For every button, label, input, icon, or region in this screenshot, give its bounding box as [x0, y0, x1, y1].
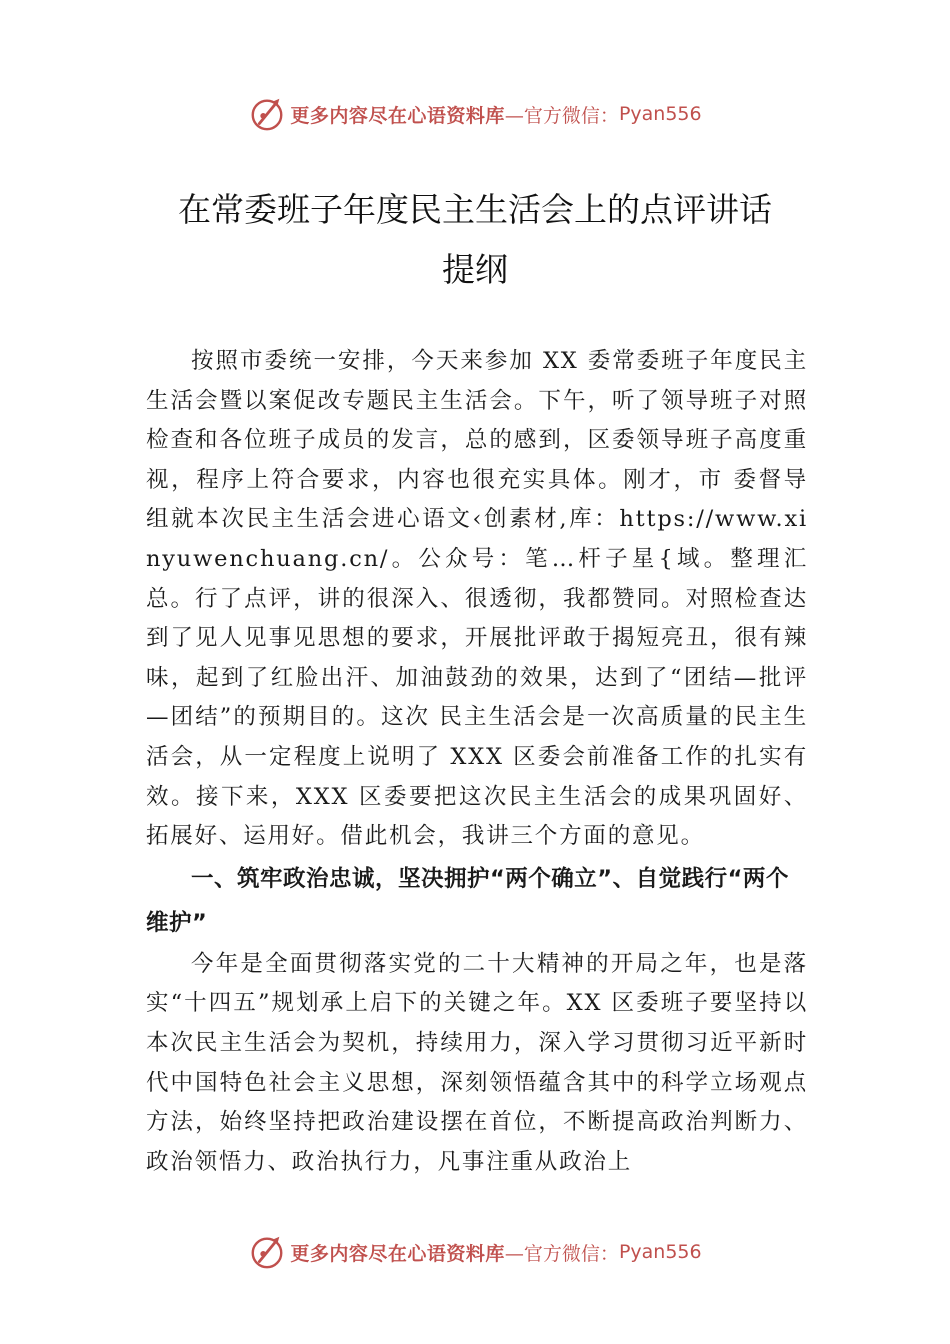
- paragraph-intro: 按照市委统一安排，今天来参加 XX 委常委班子年度民主生活会暨以案促改专题民主生活会。下午，听了领导班子对照检查和各位班子成员的发言，总的感到，区委领导班子高度重视，程序上符合要求，内容也很充实具体。刚才，市 委督导组就本次民主生活会进心语文‹创素材,库：https://www.xinyuwenchuang.cn/。公众号：笔…杆子星{域。整理汇总。行了点评，讲的很深入、很透彻，我都赞同。对照检查达到了见人见事见思想的要求，开展批评敢于揭短亮丑，很有辣味，起到了红脸出汗、加油鼓劲的效果，达到了“团结—批评—团结”的预期目的。这次 民主生活会是一次高质量的民主生活会，从一定程度上说明了 XXX 区委会前准备工作的扎实有效。接下来，XXX 区委要把这次民主生活会的成果巩固好、拓展好、运用好。借此机会，我讲三个方面的意见。: [146, 348, 808, 850]
- paragraph-section-1: 今年是全面贯彻落实党的二十大精神的开局之年，也是落实“十四五”规划承上启下的关键之年。XX 区委班子要坚持以本次民主生活会为契机，持续用力，深入学习贯彻习近平新时代中国特色社会主义思想，深刻领悟蕴含其中的科学立场观点方法，始终坚持把政治建设摆在首位，不断提高政治判断力、政治领悟力、政治执行力，凡事注重从政治上: [146, 950, 808, 1175]
- title-line-1: 在常委班子年度民主生活会上的点评讲话: [178, 190, 772, 229]
- watermark-separator: —官方微信：: [504, 104, 619, 127]
- watermark-text: 更多内容尽在心语资料库: [290, 104, 505, 127]
- watermark-handle: Pyan556: [618, 1241, 702, 1263]
- watermark-handle: Pyan556: [618, 103, 702, 125]
- document-title: [120, 180, 830, 300]
- watermark-separator: —官方微信：: [504, 1242, 619, 1265]
- watermark-footer: [0, 1230, 950, 1274]
- watermark-header: [0, 92, 950, 136]
- pen-circle-icon: [248, 1233, 286, 1271]
- title-line-2: 提纲: [442, 250, 508, 289]
- pen-circle-icon: [248, 95, 286, 133]
- section-heading-1: 一、筑牢政治忠诚，坚决拥护“两个确立”、自觉践行“两个维护”: [146, 865, 789, 936]
- document-body: [146, 342, 808, 1182]
- watermark-text: 更多内容尽在心语资料库: [290, 1242, 505, 1265]
